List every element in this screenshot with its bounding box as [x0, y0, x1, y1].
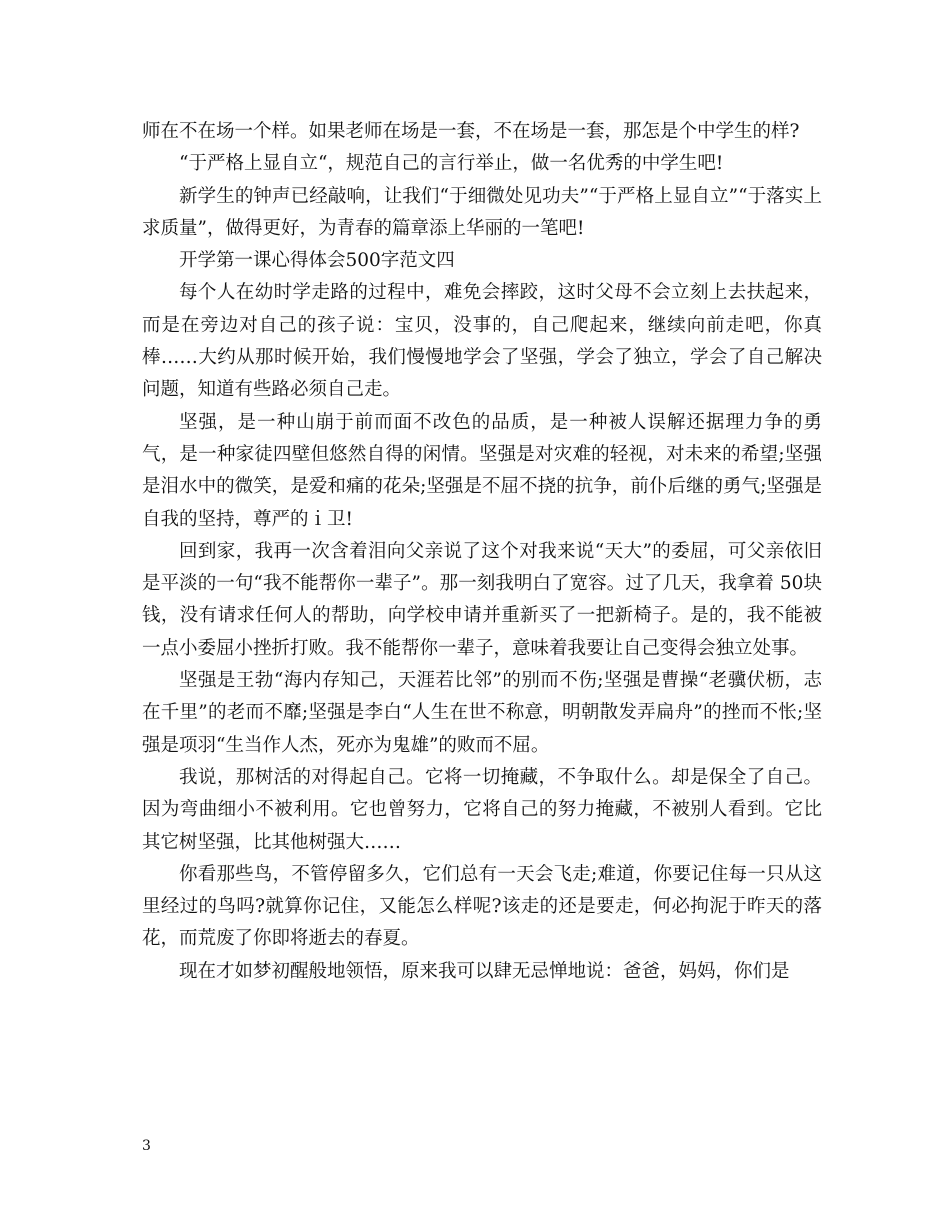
- paragraph-3: 新学生的钟声已经敲响，让我们“于细微处见功夫”“于严格上显自立”“于落实上求质量”，做得更好，为青春的篇章添上华丽的一笔吧!: [142, 185, 822, 239]
- paragraph-7: 回到家，我再一次含着泪向父亲说了这个对我来说“天大”的委屈，可父亲依旧是平淡的一句“我不能帮你一辈子”。那一刻我明白了宽容。过了几天，我拿着 50块钱，没有请求任何人的帮助，向学校申请并重新买了一把新椅子。是的，我不能被一点小委屈小挫折打败。我不能帮你一辈子，意味着我要让自己变得会独立处事。: [142, 540, 822, 659]
- paragraph-5: 每个人在幼时学走路的过程中，难免会摔跤，这时父母不会立刻上去扶起来，而是在旁边对自己的孩子说：宝贝，没事的，自己爬起来，继续向前走吧，你真棒……大约从那时候开始，我们慢慢地学会了坚强，学会了独立，学会了自己解决问题，知道有些路必须自己走。: [142, 282, 822, 401]
- document-body: [142, 116, 822, 988]
- paragraph-8: 坚强是王勃“海内存知己，天涯若比邻”的别而不伤;坚强是曹操“老骥伏枥，志在千里”的老而不靡;坚强是李白“人生在世不称意，明朝散发弄扁舟”的挫而不怅;坚强是项羽“生当作人杰，死亦为鬼雄”的败而不屈。: [142, 670, 822, 756]
- section-heading: 开学第一课心得体会500字范文四: [179, 250, 455, 272]
- paragraph-9: 我说，那树活的对得起自己。它将一切掩藏，不争取什么。却是保全了自己。因为弯曲细小不被利用。它也曾努力，它将自己的努力掩藏，不被别人看到。它比其它树坚强，比其他树强大……: [142, 766, 822, 853]
- paragraph-10: 你看那些鸟，不管停留多久，它们总有一天会飞走;难道，你要记住每一只从这里经过的鸟吗?就算你记住，又能怎么样呢?该走的还是要走，何必拘泥于昨天的落花，而荒废了你即将逝去的春夏。: [142, 863, 822, 950]
- paragraph-11: 现在才如梦初醒般地领悟，原来我可以肆无忌惮地说：爸爸，妈妈，你们是: [179, 960, 790, 982]
- paragraph-1: 师在不在场一个样。如果老师在场是一套，不在场是一套，那怎是个中学生的样?: [142, 121, 800, 142]
- page-number: 3: [142, 1138, 151, 1154]
- paragraph-2: “于严格上显自立“，规范自己的言行举止，做一名优秀的中学生吧!: [179, 153, 724, 175]
- paragraph-6: 坚强，是一种山崩于前而面不改色的品质，是一种被人误解还据理力争的勇气，是一种家徒四壁但悠然自得的闲情。坚强是对灾难的轻视，对未来的希望;坚强是泪水中的微笑，是爱和痛的花朵;坚强是不屈不挠的抗争，前仆后继的勇气;坚强是自我的坚持，尊严的ｉ卫!: [142, 411, 822, 530]
